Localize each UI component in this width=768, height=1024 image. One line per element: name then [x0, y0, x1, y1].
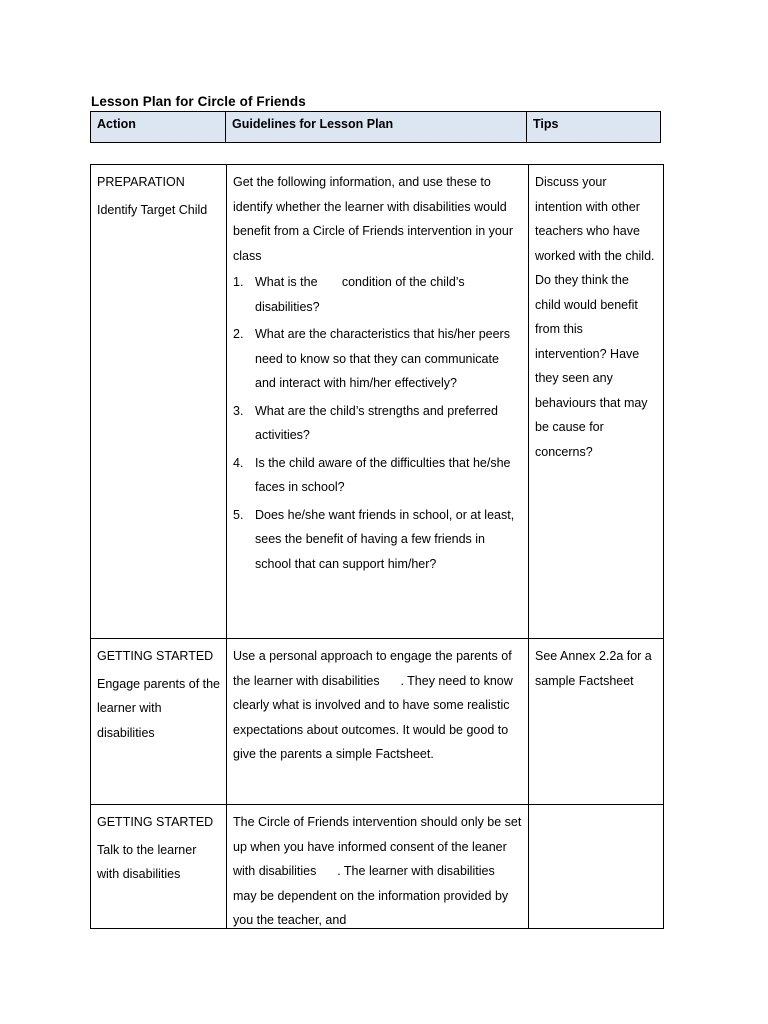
action-stage: GETTING STARTED [97, 649, 214, 663]
action-description: Talk to the learner with disabilities [97, 842, 197, 881]
table-row-engage-parents [91, 639, 664, 805]
list-item: 2. What are the characteristics that his/her peers need to know so that they can communicate and interact with him/her effectively? [233, 327, 510, 390]
guideline-text: The Circle of Friends intervention should only be set up when you have informed consent of the leaner with disabilities . The learner with disabilities may be dependent on the information provided by you the teacher, and [233, 815, 525, 927]
tips-cell [529, 165, 664, 639]
guideline-cell [227, 639, 529, 805]
action-description: Engage parents of the learner with disabilities [97, 676, 221, 740]
table-row-preparation [91, 165, 664, 639]
table-row-talk-to-learner [91, 805, 664, 929]
list-item: 5. Does he/she want friends in school, or at least, sees the benefit of having a few friends in school that can support him/her? [233, 507, 515, 571]
header-row [91, 112, 661, 143]
guideline-cell [227, 805, 529, 929]
lesson-plan-table [90, 164, 664, 929]
header-table [90, 111, 661, 143]
action-stage: GETTING STARTED [97, 815, 214, 829]
header-tips: Tips [527, 112, 661, 143]
action-description: Identify Target Child [97, 202, 208, 217]
header-action: Action [91, 112, 226, 143]
action-cell [91, 639, 227, 805]
page-title: Lesson Plan for Circle of Friends [91, 94, 306, 109]
action-stage: PREPARATION [97, 175, 185, 189]
guideline-intro: Get the following information, and use these to identify whether the learner with disabilities would benefit from a Circle of Friends intervention in your class [233, 175, 513, 263]
list-item: 1. What is the condition of the child’s disabilities? [233, 275, 469, 314]
list-item: 3. What are the child’s strengths and preferred activities? [233, 403, 498, 442]
action-cell [91, 165, 227, 639]
header-guidelines: Guidelines for Lesson Plan [226, 112, 527, 143]
tips-text: See Annex 2.2a for a sample Factsheet [535, 649, 652, 688]
tips-cell [529, 805, 664, 929]
guideline-list [233, 270, 522, 576]
guideline-cell [227, 165, 529, 639]
tips-cell [529, 639, 664, 805]
tips-text: Discuss your intention with other teachers who have worked with the child. Do they think the child would benefit from this intervention? Have they seen any behaviours that may be cause for concerns? [535, 175, 655, 459]
list-item: 4. Is the child aware of the difficulties that he/she faces in school? [233, 455, 511, 494]
action-cell [91, 805, 227, 929]
guideline-text: Use a personal approach to engage the parents of the learner with disabilities . They need to know clearly what is involved and to have some realistic expectations about outcomes. It would be good to give the parents a simple Factsheet. [233, 649, 517, 761]
